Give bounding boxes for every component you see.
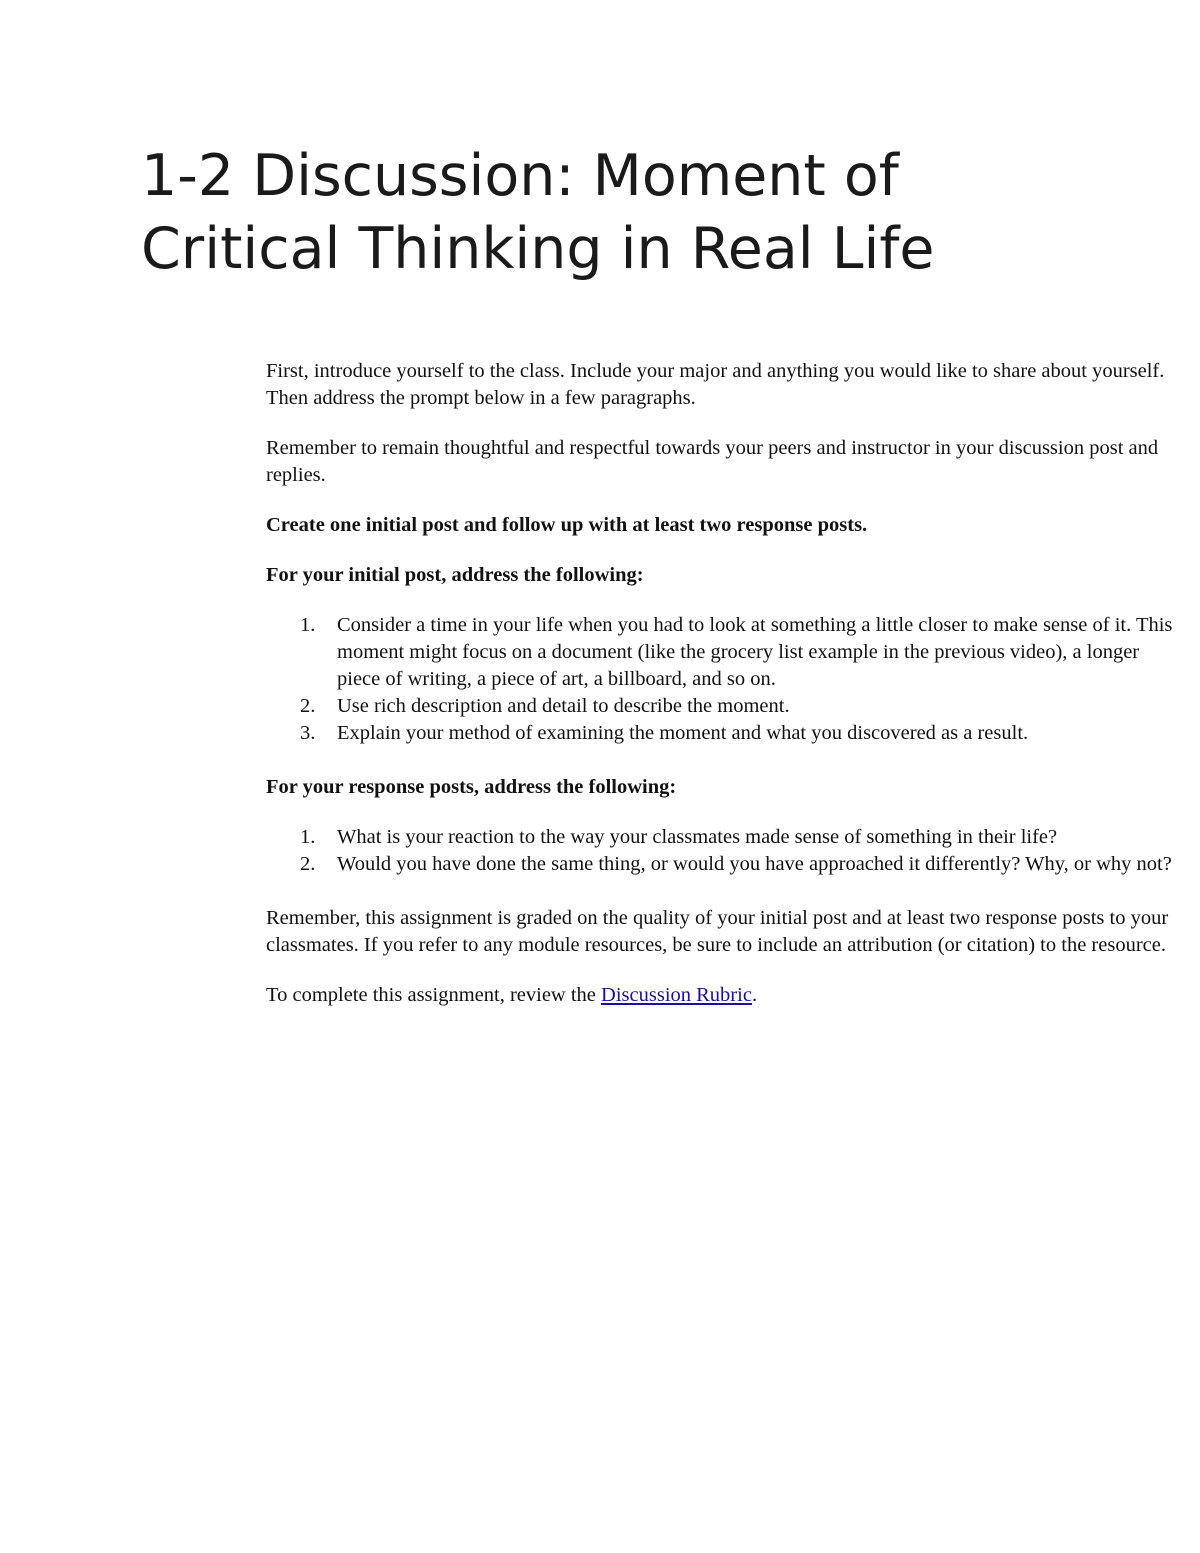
list-number: 1. <box>300 826 316 848</box>
list-item <box>266 720 1176 747</box>
list-item-text: Use rich description and detail to describe the moment. <box>337 695 790 717</box>
grading-note: Remember, this assignment is graded on the quality of your initial post and at least two response posts to your classmates. If you refer to any module resources, be sure to include an attribution (or citation) to the resource. <box>266 907 1169 956</box>
intro-paragraph: First, introduce yourself to the class. Include your major and anything you would like to share about yourself. Then address the prompt below in a few paragraphs. <box>266 360 1165 409</box>
initial-post-list <box>266 612 1176 747</box>
discussion-rubric-link[interactable]: Discussion Rubric <box>601 984 752 1006</box>
list-number: 1. <box>300 614 316 636</box>
list-number: 2. <box>300 695 316 717</box>
list-item <box>266 612 1176 693</box>
respect-paragraph: Remember to remain thoughtful and respectful towards your peers and instructor in your discussion post and replies. <box>266 437 1159 486</box>
list-item <box>266 693 1176 720</box>
page-title <box>141 140 1101 286</box>
complete-suffix: . <box>751 984 758 1006</box>
complete-paragraph <box>266 982 1176 1009</box>
page-title-line-1: 1-2 Discussion: Moment of <box>141 143 899 209</box>
list-item <box>266 851 1176 878</box>
list-item <box>266 824 1176 851</box>
document-body <box>266 358 1176 1032</box>
list-item-text: Explain your method of examining the moment and what you discovered as a result. <box>337 722 1029 744</box>
create-instruction: Create one initial post and follow up with at least two response posts. <box>266 514 868 536</box>
response-posts-heading: For your response posts, address the following: <box>266 776 677 798</box>
list-number: 3. <box>300 722 316 744</box>
complete-prefix: To complete this assignment, review the <box>266 984 602 1006</box>
list-item-text: What is your reaction to the way your classmates made sense of something in their life? <box>337 826 1058 848</box>
list-item-text: Consider a time in your life when you had to look at something a little closer to make sense of it. This moment might focus on a document (like the grocery list example in the previous video), a longer piece of writing, a piece of art, a billboard, and so on. <box>337 614 1173 690</box>
list-item-text: Would you have done the same thing, or would you have approached it differently? Why, or why not? <box>337 853 1172 875</box>
response-posts-list <box>266 824 1176 878</box>
list-number: 2. <box>300 853 316 875</box>
page-title-line-2: Critical Thinking in Real Life <box>141 216 935 282</box>
initial-post-heading: For your initial post, address the following: <box>266 564 644 586</box>
